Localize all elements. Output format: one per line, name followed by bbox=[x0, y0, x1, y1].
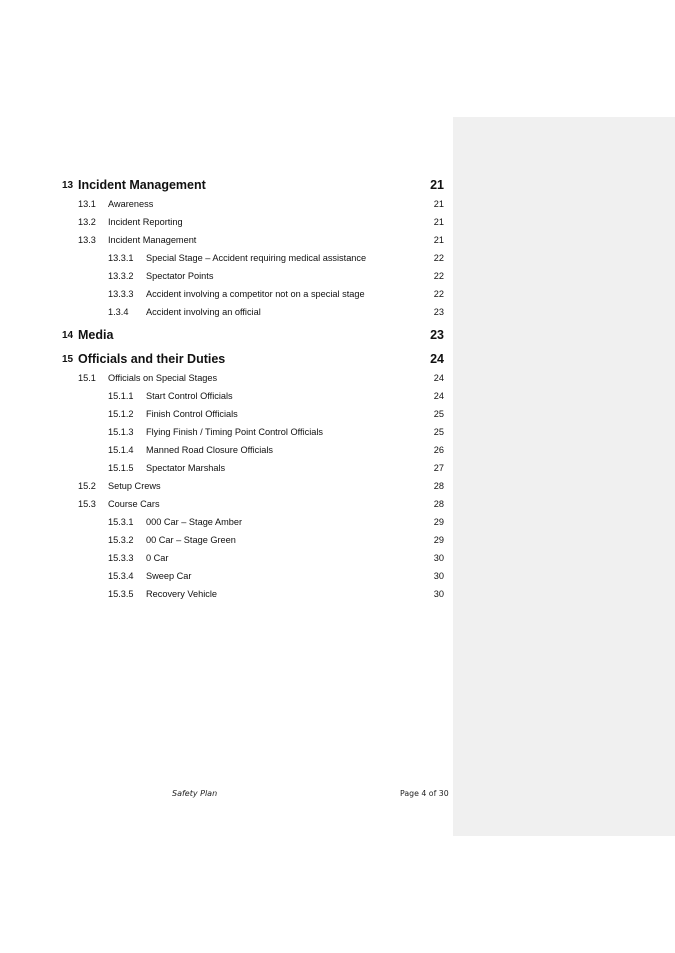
toc-entry-page: 26 bbox=[433, 445, 444, 455]
toc-entry-title: 0 Car bbox=[146, 553, 169, 563]
toc-entry-page: 22 bbox=[433, 289, 444, 299]
toc-entry-title: Incident Management bbox=[108, 235, 197, 245]
toc-heading-number: 13 bbox=[62, 180, 74, 191]
toc-entry-number: 15.1.5 bbox=[108, 463, 134, 473]
toc-entry-number: 13.3.2 bbox=[108, 271, 134, 281]
toc-entry-title: Accident involving an official bbox=[146, 307, 261, 317]
toc-heading-title: Media bbox=[78, 328, 114, 342]
toc-entry-title: Start Control Officials bbox=[146, 391, 233, 401]
toc-entry-title: Incident Reporting bbox=[108, 217, 183, 227]
toc-entry-title: Sweep Car bbox=[146, 571, 192, 581]
toc-entry-page: 21 bbox=[433, 199, 444, 209]
toc-entry-page: 29 bbox=[433, 535, 444, 545]
toc-entry-number: 15.3 bbox=[78, 499, 96, 509]
toc-entry-number: 15.3.3 bbox=[108, 553, 134, 563]
toc-entry-title: Recovery Vehicle bbox=[146, 589, 217, 599]
toc-entry-title: Finish Control Officials bbox=[146, 409, 238, 419]
toc-heading-title: Officials and their Duties bbox=[78, 352, 226, 366]
toc-entry-title: Spectator Points bbox=[146, 271, 214, 281]
toc-entry-page: 27 bbox=[433, 463, 444, 473]
toc-entry-page: 29 bbox=[433, 517, 444, 527]
toc-entry-page: 24 bbox=[433, 373, 444, 383]
toc-entry-page: 22 bbox=[433, 271, 444, 281]
toc-entry-title: Setup Crews bbox=[108, 481, 161, 491]
toc-entry-title: Spectator Marshals bbox=[146, 463, 226, 473]
toc-entry-page: 30 bbox=[433, 553, 444, 563]
footer-page-number: Page 4 of 30 bbox=[400, 789, 449, 798]
toc-entry-page: 23 bbox=[433, 307, 444, 317]
toc-entry-title: Awareness bbox=[108, 199, 154, 209]
toc-entry-page: 22 bbox=[433, 253, 444, 263]
toc-entry-number: 15.3.1 bbox=[108, 517, 134, 527]
toc-entry-title: Flying Finish / Timing Point Control Officials bbox=[146, 427, 324, 437]
toc-entry-number: 15.1.3 bbox=[108, 427, 134, 437]
toc-entry-page: 30 bbox=[433, 571, 444, 581]
toc-entry-title: Officials on Special Stages bbox=[108, 373, 218, 383]
footer-document-title: Safety Plan bbox=[172, 789, 218, 798]
toc-entry-page: 21 bbox=[433, 235, 444, 245]
toc-entry-number: 15.3.5 bbox=[108, 589, 134, 599]
toc-entry-number: 15.1.4 bbox=[108, 445, 134, 455]
toc-heading-page: 21 bbox=[430, 178, 444, 192]
toc-entry-page: 25 bbox=[433, 427, 444, 437]
toc-entry-page: 30 bbox=[433, 589, 444, 599]
toc-entry-title: 000 Car – Stage Amber bbox=[146, 517, 243, 527]
toc-entry-number: 13.3.1 bbox=[108, 253, 134, 263]
toc-entry-title: Accident involving a competitor not on a special stage bbox=[146, 289, 365, 299]
toc-entry-number: 13.3.3 bbox=[108, 289, 134, 299]
toc-entry-title: Course Cars bbox=[108, 499, 160, 509]
toc-entry-number: 15.2 bbox=[78, 481, 96, 491]
comment-pane bbox=[453, 117, 675, 836]
toc-entry-number: 15.3.4 bbox=[108, 571, 134, 581]
toc-heading-page: 23 bbox=[430, 328, 444, 342]
toc-entry-number: 1.3.4 bbox=[108, 307, 129, 317]
toc-entry-page: 28 bbox=[433, 499, 444, 509]
toc-entry-page: 25 bbox=[433, 409, 444, 419]
toc-heading-number: 15 bbox=[62, 354, 74, 365]
toc-entry-number: 13.1 bbox=[78, 199, 96, 209]
toc-heading-page: 24 bbox=[430, 352, 444, 366]
toc-heading-number: 14 bbox=[62, 330, 74, 341]
toc-entry-page: 24 bbox=[433, 391, 444, 401]
toc-entry-title: Special Stage – Accident requiring medical assistance bbox=[146, 253, 367, 263]
toc-entry-number: 15.1.2 bbox=[108, 409, 134, 419]
toc-entry-title: Manned Road Closure Officials bbox=[146, 445, 273, 455]
toc-entry-number: 13.2 bbox=[78, 217, 96, 227]
toc-heading-title: Incident Management bbox=[78, 178, 206, 192]
toc-entry-page: 28 bbox=[433, 481, 444, 491]
toc-entry-number: 15.1 bbox=[78, 373, 96, 383]
toc-entry-number: 15.1.1 bbox=[108, 391, 134, 401]
toc-entry-number: 13.3 bbox=[78, 235, 96, 245]
toc-entry-title: 00 Car – Stage Green bbox=[146, 535, 236, 545]
toc-entry-number: 15.3.2 bbox=[108, 535, 134, 545]
toc-entry-page: 21 bbox=[433, 217, 444, 227]
